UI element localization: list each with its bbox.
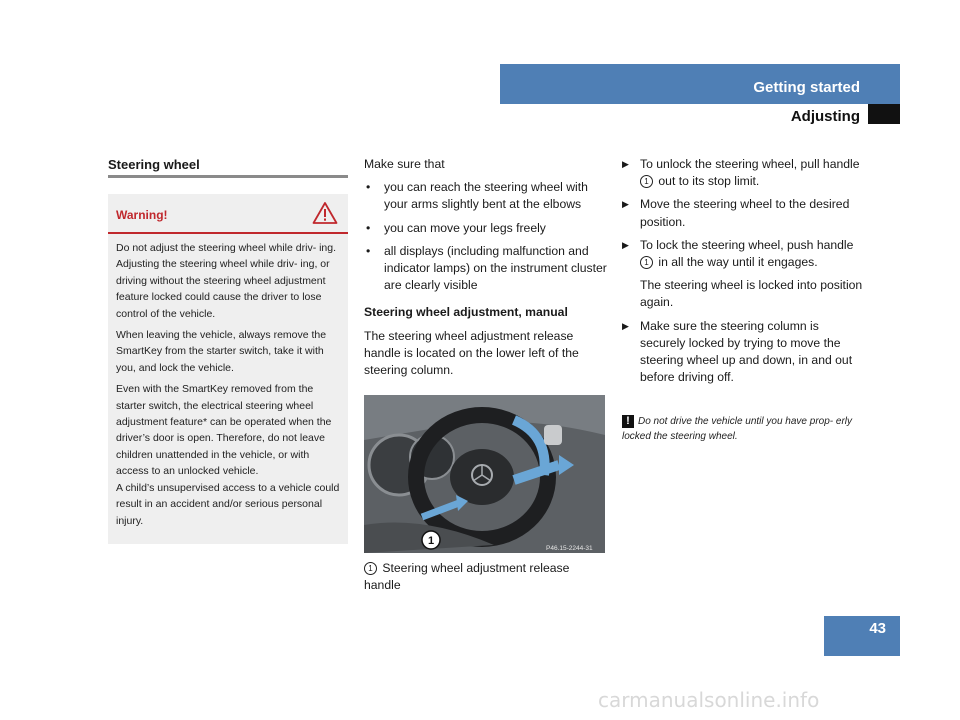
list-item-text: you can reach the steering wheel with your arms slightly bent at the elbows bbox=[384, 180, 588, 212]
step-text: out to its stop limit. bbox=[658, 174, 760, 189]
release-handle-paragraph: The steering wheel adjustment release handle is located on the lower left of the steering column. bbox=[364, 328, 579, 378]
page-number: 43 bbox=[869, 620, 886, 637]
step-text: Make sure the steering column is securely locked by trying to move the steering wheel up and down, in and out before driving off. bbox=[640, 318, 853, 385]
steering-wheel-illustration bbox=[364, 395, 605, 553]
caution-note bbox=[622, 414, 866, 444]
section-title: Getting started bbox=[753, 79, 860, 96]
step-text: To lock the steering wheel, push handle bbox=[640, 237, 854, 252]
warning-paragraph: When leaving the vehicle, always remove the SmartKey from the starter switch, take it with you, and lock the vehicle. bbox=[116, 329, 327, 374]
caption-text: Steering wheel adjustment release handle bbox=[364, 561, 570, 593]
bullet-icon: • bbox=[366, 220, 371, 235]
manual-adjustment-heading: Steering wheel adjustment, manual bbox=[364, 305, 568, 320]
intro-text: Make sure that bbox=[364, 157, 445, 171]
caution-icon: ! bbox=[622, 415, 634, 428]
warning-paragraph: A child’s unsupervised access to a vehicle could result in an accident and/or serious personal injury. bbox=[116, 481, 340, 527]
list-item-text: you can move your legs freely bbox=[384, 220, 546, 235]
callout-number-icon: 1 bbox=[640, 175, 653, 188]
step-text: To unlock the steering wheel, pull handle bbox=[640, 157, 860, 171]
list-item bbox=[364, 220, 608, 237]
callout-number-icon: 1 bbox=[640, 256, 653, 269]
photo-callout: 1 bbox=[427, 535, 435, 547]
bullet-icon: • bbox=[366, 243, 371, 258]
list-item bbox=[622, 237, 866, 271]
list-item bbox=[622, 196, 866, 230]
list-item-text: all displays (including malfunction and indicator lamps) on the instrument cluster are clearly visible bbox=[384, 243, 607, 293]
warning-text bbox=[116, 240, 341, 534]
step-result: The steering wheel is locked into position again. bbox=[640, 278, 863, 310]
section-subtitle: Adjusting bbox=[790, 108, 860, 125]
steering-wheel-heading: Steering wheel bbox=[108, 157, 200, 172]
step-arrow-icon: ▶ bbox=[622, 199, 629, 210]
callout-number-icon: 1 bbox=[364, 562, 377, 575]
step-arrow-icon: ▶ bbox=[622, 239, 629, 250]
warning-paragraph: Even with the SmartKey removed from the starter switch, the electrical steering wheel adjustment feature* can be operated when the driver’s door is open. Therefore, do not leave children unattended in the vehicle, or with access to an unlocked vehicle. bbox=[116, 383, 332, 478]
warning-rule bbox=[108, 232, 348, 234]
header-marker bbox=[868, 104, 900, 124]
caution-text: Do not drive the vehicle until you have prop- erly locked the steering wheel. bbox=[622, 416, 853, 442]
step-text: Move the steering wheel to the desired position. bbox=[640, 197, 850, 229]
list-item bbox=[364, 179, 608, 213]
list-item bbox=[364, 243, 608, 295]
photo-caption bbox=[364, 560, 604, 594]
step-arrow-icon: ▶ bbox=[622, 320, 629, 331]
steering-wheel-photo bbox=[364, 395, 605, 553]
step-arrow-icon: ▶ bbox=[622, 159, 629, 169]
warning-box bbox=[108, 194, 348, 544]
step-text: in all the way until it engages. bbox=[658, 255, 818, 270]
warning-title: Warning! bbox=[116, 208, 168, 222]
column-3 bbox=[622, 156, 866, 392]
photo-code: P46.15-2244-31 bbox=[546, 545, 593, 552]
warning-paragraph: Do not adjust the steering wheel while driv- ing. Adjusting the steering wheel while driv- ing, or driving without the steering wheel adjustment feature locked could cause the driver to lose control of the vehicle. bbox=[116, 242, 337, 320]
warning-triangle-icon bbox=[312, 201, 338, 225]
list-item bbox=[622, 156, 866, 190]
heading-rule bbox=[108, 175, 348, 178]
column-2 bbox=[364, 156, 608, 385]
list-item bbox=[622, 318, 866, 387]
bullet-icon: • bbox=[366, 180, 371, 195]
watermark: carmanualsonline.info bbox=[598, 688, 820, 712]
